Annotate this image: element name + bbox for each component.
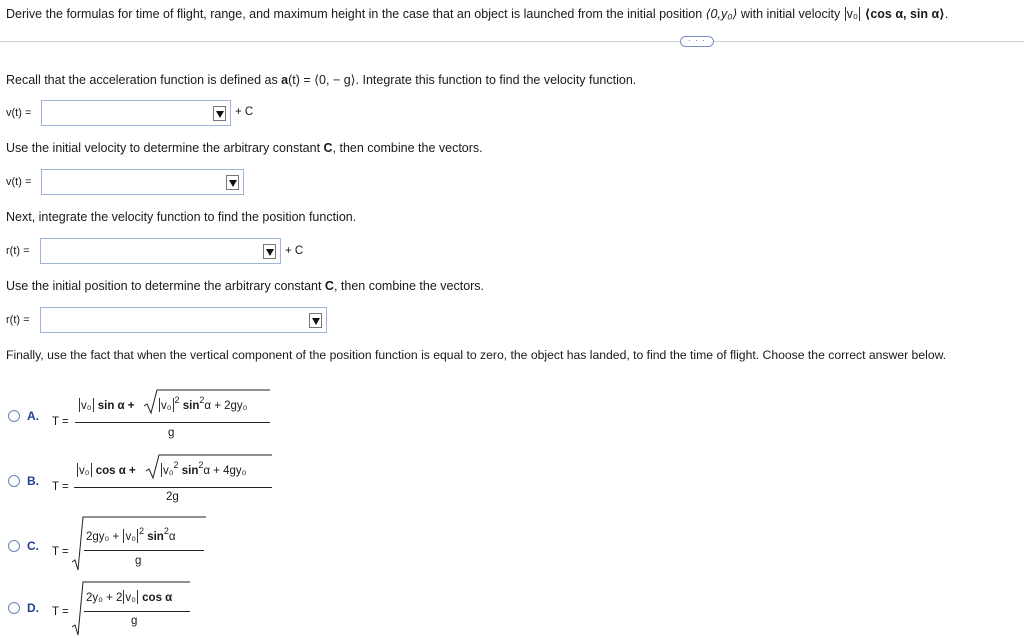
- option-c-radio[interactable]: [8, 540, 20, 552]
- step2-instruction: [6, 141, 483, 155]
- option-d-lead: 2y₀ + 2: [86, 592, 123, 604]
- option-b-t-label: T =: [52, 481, 69, 493]
- velocity-magnitude: v₀: [846, 7, 859, 21]
- position-field-label-1: r(t) =: [6, 245, 30, 257]
- with-velocity-text: with initial velocity: [737, 7, 844, 21]
- option-a-letter[interactable]: A.: [27, 409, 39, 423]
- option-d-cos: cos α: [142, 592, 173, 604]
- question-text: Derive the formulas for time of flight, range, and maximum height in the case that an object is launched from the initial position: [6, 7, 706, 21]
- option-b-trig: cos α +: [95, 465, 136, 477]
- step2-constant: C: [323, 141, 333, 155]
- option-c-denominator: g: [135, 555, 142, 567]
- option-a-exp2: 2: [199, 395, 205, 405]
- option-c-exp2: 2: [163, 526, 169, 536]
- dropdown-arrow-icon[interactable]: [309, 313, 322, 328]
- dropdown-arrow-icon[interactable]: [213, 106, 226, 121]
- option-b-denominator: 2g: [166, 491, 179, 503]
- option-a-rad-v0: v₀: [161, 400, 172, 412]
- option-c-fraction-line: [84, 550, 204, 551]
- option-a-v0: v₀: [81, 400, 92, 412]
- step1-accel-value: (t) = ⟨0, − g⟩: [288, 73, 356, 87]
- option-a-radicand: [158, 395, 248, 412]
- more-button[interactable]: · · ·: [680, 36, 714, 47]
- position-answer-box-2[interactable]: [40, 307, 327, 333]
- question-header: Derive the formulas for time of flight, range, and maximum height in the case that an object is launched from the initial position ⟨0,y₀⟩ with initial velocity v₀ ⟨cos α, sin α⟩.: [6, 7, 949, 21]
- option-b-numerator: [76, 463, 136, 477]
- option-c-letter[interactable]: C.: [27, 539, 39, 553]
- option-b-radio[interactable]: [8, 475, 20, 487]
- option-d-denominator: g: [131, 615, 138, 627]
- position-vector: ⟨0,y₀⟩: [705, 7, 738, 21]
- final-instruction: Finally, use the fact that when the vertical component of the position function is equal to zero, the object has landed, to find the time of flight. Choose the correct answer below.: [6, 348, 947, 362]
- option-c-alpha: α: [168, 531, 176, 543]
- option-a-t-label: T =: [52, 416, 69, 428]
- option-c-sin: sin: [147, 531, 164, 543]
- option-b-exp: 2: [173, 460, 179, 470]
- option-d-numerator: [86, 590, 172, 604]
- option-a-tail: α + 2gy₀: [204, 400, 248, 412]
- option-d-radio[interactable]: [8, 602, 20, 614]
- step3-instruction: Next, integrate the velocity function to find the position function.: [6, 210, 357, 224]
- option-d-fraction-line: [84, 611, 190, 612]
- plus-c-label-1: + C: [235, 106, 254, 118]
- option-b-exp2: 2: [198, 460, 204, 470]
- velocity-field-label-1: v(t) =: [6, 107, 32, 119]
- option-c-v0: v₀: [125, 531, 136, 543]
- option-b-letter[interactable]: B.: [27, 474, 39, 488]
- option-b-v0: v₀: [79, 465, 90, 477]
- option-c-t-label: T =: [52, 546, 69, 558]
- option-a-exp: 2: [174, 395, 180, 405]
- option-b-rad-v0: v₀: [163, 465, 174, 477]
- option-b-radicand: [160, 460, 247, 477]
- option-a-sin: sin: [182, 400, 200, 412]
- velocity-answer-box-2[interactable]: [41, 169, 244, 195]
- step1-instruction: [6, 72, 636, 87]
- option-c-exp: 2: [138, 526, 144, 536]
- velocity-answer-box-1[interactable]: [41, 100, 231, 126]
- dropdown-arrow-icon[interactable]: [226, 175, 239, 190]
- direction-vector: ⟨cos α, sin α⟩: [864, 7, 945, 21]
- position-answer-box-1[interactable]: [40, 238, 281, 264]
- step4-text-after: , then combine the vectors.: [333, 279, 485, 293]
- step2-text-before: Use the initial velocity to determine the arbitrary constant: [6, 141, 324, 155]
- option-d-letter[interactable]: D.: [27, 601, 39, 615]
- step1-text-before: Recall that the acceleration function is defined as: [6, 73, 282, 87]
- position-field-label-2: r(t) =: [6, 314, 30, 326]
- option-c-lead: 2gy₀ +: [86, 531, 120, 543]
- step4-constant: C: [324, 279, 334, 293]
- option-d-v0: v₀: [125, 592, 136, 604]
- option-a-denominator: g: [168, 427, 175, 439]
- step2-text-after: , then combine the vectors.: [332, 141, 483, 155]
- option-c-numerator: [86, 526, 176, 543]
- option-b-tail: α + 4gy₀: [203, 465, 247, 477]
- option-a-fraction-line: [75, 422, 270, 423]
- option-d-t-label: T =: [52, 606, 69, 618]
- step1-text-after: . Integrate this function to find the velocity function.: [355, 73, 637, 87]
- option-a-radio[interactable]: [8, 410, 20, 422]
- step1-accel-label: a: [281, 73, 289, 87]
- option-a-trig: sin α +: [97, 400, 135, 412]
- step4-instruction: [6, 279, 484, 293]
- header-divider: [0, 41, 1024, 42]
- dropdown-arrow-icon[interactable]: [263, 244, 276, 259]
- option-b-sin: sin: [181, 465, 199, 477]
- velocity-field-label-2: v(t) =: [6, 176, 32, 188]
- plus-c-label-2: + C: [285, 245, 304, 257]
- step4-text-before: Use the initial position to determine the arbitrary constant: [6, 279, 325, 293]
- option-b-fraction-line: [74, 487, 272, 488]
- option-a-numerator: [78, 398, 135, 412]
